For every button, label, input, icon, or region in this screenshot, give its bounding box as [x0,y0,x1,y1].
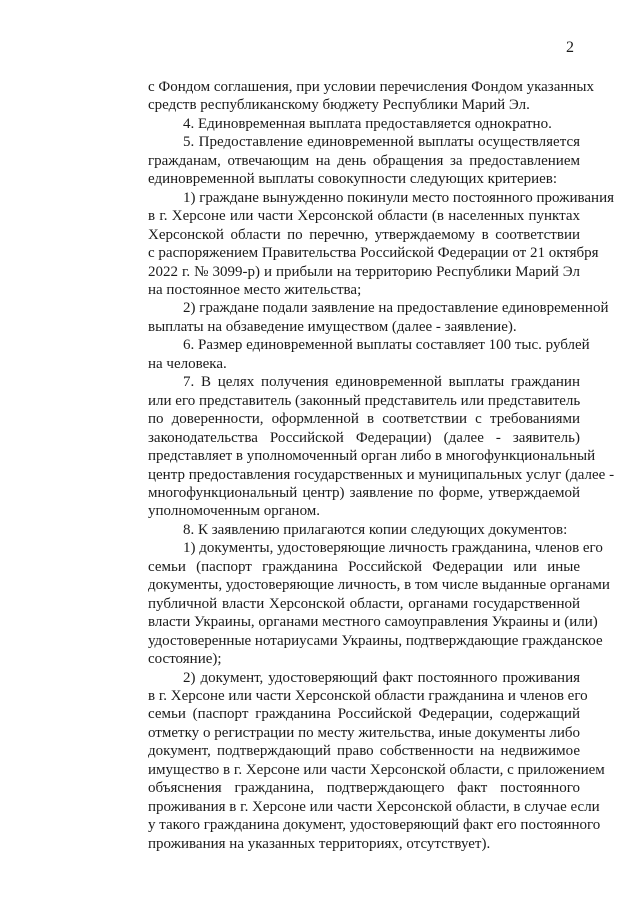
text-line: центр предоставления государственных и муниципальных услуг (далее - [148,466,615,483]
text-line: у такого гражданина документ, удостоверяющий факт его постоянного [148,817,601,834]
text-line: или его представитель (законный представитель или представитель [148,392,581,409]
text-line: объяснения гражданина, подтверждающего факт постоянного [148,780,580,797]
text-line: по доверенности, оформленной в соответствии с требованиями [148,411,580,428]
paragraph-p5 [113,133,580,188]
text-line: 1) документы, удостоверяющие личность гражданина, членов его [183,540,603,557]
text-line: власти Украины, органами местного самоуправления Украины и (или) [148,614,598,631]
text-line: 8. К заявлению прилагаются копии следующих документов: [183,521,568,538]
text-line: с Фондом соглашения, при условии перечисления Фондом указанных [148,79,595,95]
text-line: единовременной выплаты совокупности следующих критериев: [148,171,558,188]
text-line: гражданам, отвечающим на день обращения за предоставлением [148,152,580,169]
page-number: 2 [566,39,574,56]
paragraph-p7 [113,373,615,521]
text-line: 2) граждане подали заявление на предоставление единовременной [183,300,609,317]
text-line: публичной власти Херсонской области, органами государственной [148,595,580,612]
text-line: 6. Размер единовременной выплаты составляет 100 тыс. рублей [183,337,590,354]
text-line: 2022 г. № 3099-р) и прибыли на территорию Республики Марий Эл [148,263,580,280]
text-line: с распоряжением Правительства Российской Федерации от 21 октября [148,245,599,262]
text-line: удостоверенные нотариусами Украины, подтверждающие гражданское [148,632,603,649]
text-line: представляет в уполномоченный орган либо в многофункциональный [148,448,596,465]
text-line: 1) граждане вынужденно покинули место постоянного проживания [183,189,615,206]
text-line: Херсонской области по перечню, утверждаемому в соответствии [148,226,580,243]
text-line: документ, подтверждающий право собственности на недвижимое [148,743,580,760]
paragraph-p5-1 [113,189,615,300]
text-line: 2) документ, удостоверяющий факт постоянного проживания [183,669,580,686]
text-line: документы, удостоверяющие личность, в том числе выданные органами [148,577,610,594]
text-line: 7. В целях получения единовременной выплаты гражданин [183,374,580,391]
paragraph-p8 [113,521,580,539]
text-line: выплаты на обзаведение имуществом (далее - заявление). [148,318,517,335]
text-line: 4. Единовременная выплата предоставляется однократно. [183,115,552,132]
paragraph-p4 [113,115,580,133]
paragraph-p6 [113,336,590,373]
text-line: средств республиканскому бюджету Республики Марий Эл. [148,97,530,114]
paragraph-p0 [113,78,595,115]
text-line: законодательства Российской Федерации) (далее - заявитель) [148,429,580,446]
text-line: семьи (паспорт гражданина Российской Федерации, содержащий [148,706,580,723]
text-line: в г. Херсоне или части Херсонской области гражданина и членов его [148,687,588,704]
text-line: проживания на указанных территориях, отсутствует). [148,835,491,852]
text-line: 5. Предоставление единовременной выплаты осуществляется [183,134,580,151]
text-line: проживания в г. Херсоне или части Херсонской области, в случае если [148,798,600,815]
text-line: отметку о регистрации по месту жительства, иные документы либо [148,724,580,741]
paragraph-p8-1 [113,539,610,668]
text-line: на постоянное место жительства; [148,281,362,298]
text-line: состояние); [148,651,222,668]
text-line: многофункциональный центр) заявление по форме, утверждаемой [148,484,580,501]
text-line: в г. Херсоне или части Херсонской области (в населенных пунктах [148,208,580,225]
text-line: семьи (паспорт гражданина Российской Федерации или иные [148,558,580,575]
paragraph-p8-2 [113,669,605,854]
document-body [113,78,615,853]
text-line: на человека. [148,355,227,372]
text-line: уполномоченным органом. [148,503,321,520]
paragraph-p5-2 [113,299,609,336]
text-line: имущество в г. Херсоне или части Херсонской области, с приложением [148,761,605,778]
